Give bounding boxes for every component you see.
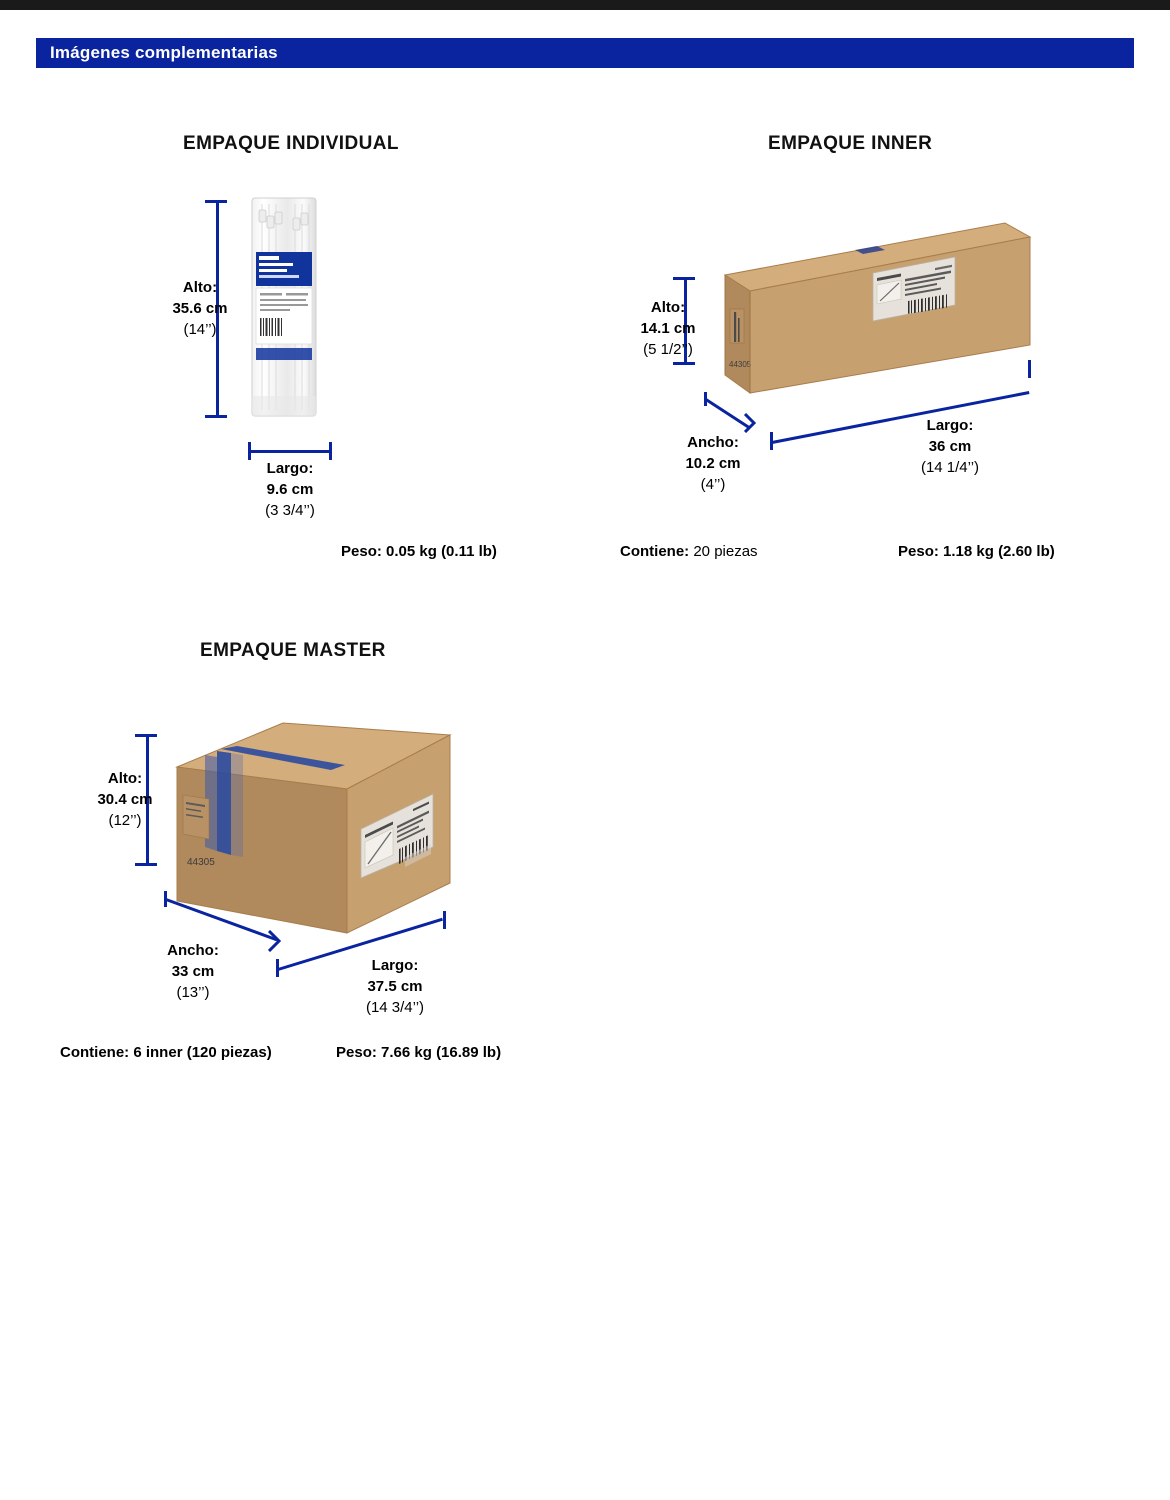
panel-title-master: EMPAQUE MASTER	[200, 640, 386, 661]
inner-length-title: Largo:	[926, 417, 974, 434]
inner-width-title: Ancho:	[687, 434, 739, 451]
inner-contains	[620, 543, 758, 560]
inner-contains-value: 20 piezas	[693, 543, 758, 560]
master-package-image	[165, 705, 465, 940]
inner-width-cm: 10.2 cm	[685, 455, 741, 472]
inner-width-arrow	[744, 413, 764, 433]
inner-width-label	[643, 432, 783, 495]
master-width-arrow	[268, 930, 288, 952]
panel-title-inner: EMPAQUE INNER	[768, 133, 933, 154]
inner-length-cm: 36 cm	[928, 438, 972, 455]
individual-length-inch: (3 3/4’’)	[265, 502, 315, 519]
panel-title-individual: EMPAQUE INDIVIDUAL	[183, 133, 399, 154]
svg-text:44305: 44305	[729, 360, 752, 369]
individual-length-title: Largo:	[266, 460, 314, 477]
master-height-inch: (12’’)	[108, 812, 142, 829]
inner-height-title: Alto:	[650, 299, 686, 316]
individual-weight-value: 0.05 kg (0.11 lb)	[386, 543, 497, 560]
master-length-cap-right	[443, 911, 446, 929]
inner-height-label	[608, 297, 728, 360]
individual-height-cap-top	[205, 200, 227, 203]
inner-weight-label: Peso:	[898, 543, 939, 560]
master-length-cm: 37.5 cm	[367, 978, 423, 995]
individual-weight-label: Peso:	[341, 543, 382, 560]
inner-height-cm: 14.1 cm	[640, 320, 696, 337]
inner-length-label	[880, 415, 1020, 478]
master-width-cap-start	[164, 891, 167, 907]
section-header	[36, 38, 1134, 68]
individual-length-cm: 9.6 cm	[266, 481, 314, 498]
master-length-inch: (14 3/4’’)	[365, 999, 425, 1016]
inner-weight-value: 1.18 kg (2.60 lb)	[943, 543, 1055, 560]
inner-package-image	[705, 205, 1035, 405]
master-height-cap-top	[135, 734, 157, 737]
inner-width-inch: (4’’)	[700, 476, 726, 493]
master-height-title: Alto:	[107, 770, 143, 787]
section-header-title: Imágenes complementarias	[50, 43, 278, 62]
inner-weight	[898, 543, 1055, 560]
individual-height-cm: 35.6 cm	[172, 300, 228, 317]
inner-width-cap-start	[704, 392, 707, 406]
master-contains-label: Contiene:	[60, 1044, 130, 1061]
individual-height-inch: (14’’)	[183, 321, 217, 338]
master-weight-value: 7.66 kg (16.89 lb)	[381, 1044, 502, 1061]
master-height-cap-bottom	[135, 863, 157, 866]
master-weight	[336, 1044, 501, 1061]
inner-contains-label: Contiene:	[620, 543, 690, 560]
master-height-cm: 30.4 cm	[97, 791, 153, 808]
master-width-cm: 33 cm	[171, 963, 215, 980]
inner-length-cap-right	[1028, 360, 1031, 378]
master-contains	[60, 1044, 272, 1061]
top-black-bar	[0, 0, 1170, 10]
individual-package-image	[250, 196, 322, 418]
inner-height-cap-bottom	[673, 362, 695, 365]
master-weight-label: Peso:	[336, 1044, 377, 1061]
individual-length-line	[248, 450, 332, 453]
individual-height-cap-bottom	[205, 415, 227, 418]
master-contains-value: 6 inner (120 piezas)	[133, 1044, 272, 1061]
master-length-title: Largo:	[371, 957, 419, 974]
svg-text:44305: 44305	[187, 857, 215, 868]
individual-height-title: Alto:	[182, 279, 218, 296]
inner-height-cap-top	[673, 277, 695, 280]
master-width-label	[128, 940, 258, 1003]
master-width-inch: (13’’)	[176, 984, 210, 1001]
individual-height-label	[140, 277, 260, 340]
inner-height-inch: (5 1/2’’)	[643, 341, 693, 358]
master-width-title: Ancho:	[167, 942, 219, 959]
master-length-cap-left	[276, 959, 279, 977]
master-length-label	[330, 955, 460, 1018]
master-height-label	[65, 768, 185, 831]
inner-length-cap-left	[770, 432, 773, 450]
inner-length-inch: (14 1/4’’)	[920, 459, 980, 476]
individual-weight	[341, 543, 497, 560]
individual-length-label	[230, 458, 350, 521]
